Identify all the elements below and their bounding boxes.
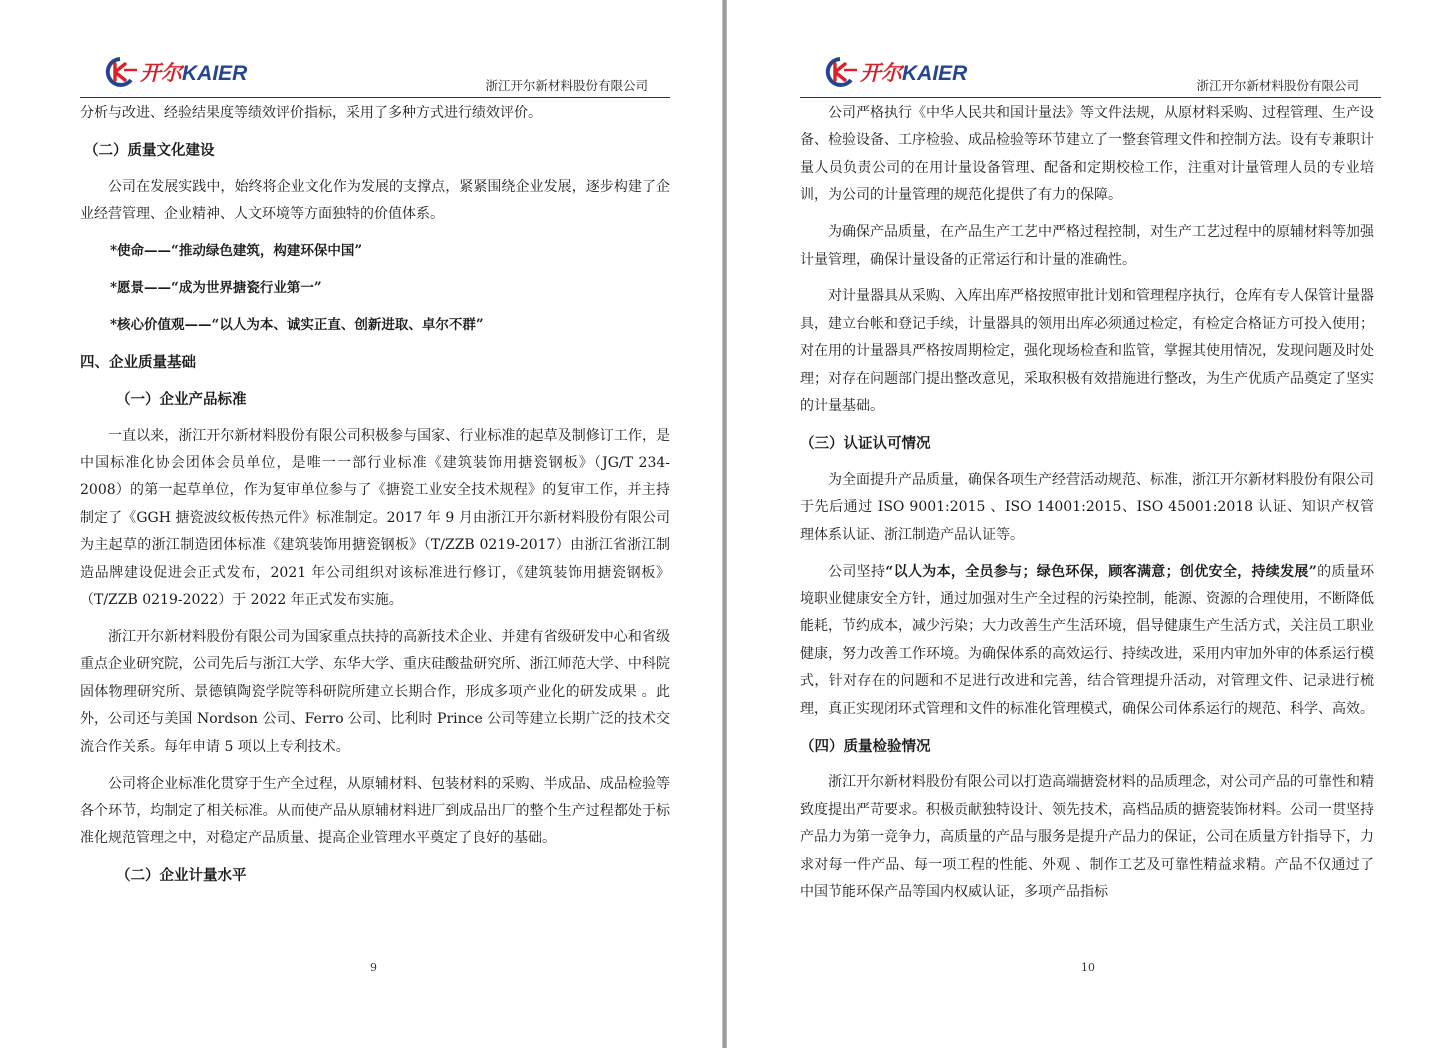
paragraph: 对计量器具从采购、入库出库严格按照审批计划和管理程序执行，仓库有专人保管计量器具，建立台帐和登记手续，计量器具的领用出库必须通过检定，有检定合格证方可投入使用；对在用的计量器具严格按周期检定，强化现场检查和监管，掌握其使用情况，发现问题及时处理；对存在问题部门提出整改意见，采取积极有效措施进行整改，为生产优质产品奠定了坚实的计量基础。: [800, 288, 1374, 415]
text-run: 的质量环境职业健康安全方针，通过加强对生产全过程的污染控制，能源、资源的合理使用，不断降低能耗，节约成本，减少污染；大力改善生产生活环境，倡导健康生产生活方式，关注员工职业健康，努力改善工作环境。为确保体系的高效运行、持续改进，采用内审加外审的体系运行模式，针对存在的问题和不足进行改进和完善，结合管理提升活动，对管理文件、记录进行梳理，真正实现闭环式管理和文件的标准化管理模式，确保公司体系运行的规范、科学、高效。: [800, 563, 1375, 717]
page-10: [727, 0, 1440, 1048]
page-body: [800, 100, 1374, 906]
page-header: [80, 54, 670, 98]
page-body: [80, 100, 670, 890]
section-heading: （三）认证认可情况: [800, 434, 931, 452]
kaier-emblem-icon: [822, 56, 858, 88]
page-number: 10: [1081, 961, 1095, 974]
kaier-logo: [102, 54, 247, 90]
chapter-heading: 四、企业质量基础: [80, 353, 196, 371]
company-name: 浙江开尔新材料股份有限公司: [485, 78, 648, 93]
paragraph: [800, 559, 1374, 723]
quality-policy-slogan: “以人为本，全员参与；绿色环保，顾客满意；创优安全，持续发展”: [885, 563, 1317, 580]
paragraph: 一直以来，浙江开尔新材料股份有限公司积极参与国家、行业标准的起草及制修订工作，是中国标准化协会团体会员单位，是唯一一部行业标准《建筑装饰用搪瓷钢板》（JG/T 234-2008）的第一起草单位，作为复审单位参与了《搪瓷工业安全技术规程》的复审工作，并主持制定了《GGH 搪瓷波纹板传热元件》标准制定。2017 年 9 月由浙江开尔新材料股份有限公司为主起草的浙江制造团体标准《建筑装饰用搪瓷钢板》（T/ZZB 0219-2017）由浙江省浙江制造品牌建设促进会正式发布，2021 年公司组织对该标准进行修订，《建筑装饰用搪瓷钢板》（T/ZZB 0219-2022）于 2022 年正式发布实施。: [80, 427, 670, 609]
mission-statement: *使命——“推动绿色建筑，构建环保中国”: [110, 243, 363, 260]
kaier-emblem-icon: [102, 56, 138, 88]
text-run: 公司坚持: [828, 563, 886, 580]
paragraph: 公司严格执行《中华人民共和国计量法》等文件法规，从原材料采购、过程管理、生产设备、检验设备、工序检验、成品检验等环节建立了一整套管理文件和控制方法。设有专兼职计量人员负责公司的在用计量设备管理、配备和定期校检工作，注重对计量管理人员的专业培训，为公司的计量管理的规范化提供了有力的保障。: [800, 105, 1374, 204]
logo-text: 开尔KAIER: [860, 62, 968, 85]
paragraph: 公司在发展实践中，始终将企业文化作为发展的支撑点，紧紧围绕企业发展，逐步构建了企业经营管理、企业精神、人文环境等方面独特的价值体系。: [80, 178, 670, 223]
paragraph: 公司将企业标准化贯穿于生产全过程，从原辅材料、包装材料的采购、半成品、成品检验等各个环节，均制定了相关标准。从而使产品从原辅材料进厂到成品出厂的整个生产过程都处于标准化规范管理之中，对稳定产品质量、提高企业管理水平奠定了良好的基础。: [80, 775, 670, 847]
logo-text: 开尔KAIER: [140, 62, 248, 85]
section-heading: （二）质量文化建设: [84, 141, 215, 159]
section-heading: （一）企业产品标准: [116, 390, 247, 408]
paragraph: 分析与改进、经验结果度等绩效评价指标，采用了多种方式进行绩效评价。: [80, 105, 542, 121]
paragraph: 浙江开尔新材料股份有限公司为国家重点扶持的高新技术企业、并建有省级研发中心和省级重点企业研究院，公司先后与浙江大学、东华大学、重庆硅酸盐研究所、浙江师范大学、中科院固体物理研究所、景德镇陶瓷学院等科研院所建立长期合作，形成多项产业化的研发成果 。此外，公司还与美国 Nordson 公司、Ferro 公司、比利时 Prince 公司等建立长期广泛的技术交流合作关系。每年申请 5 项以上专利技术。: [80, 629, 670, 755]
paragraph: 浙江开尔新材料股份有限公司以打造高端搪瓷材料的品质理念，对公司产品的可靠性和精致度提出严苛要求。积极贡献独特设计、领先技术，高档品质的搪瓷装饰材料。公司一贯坚持产品力为第一竞争力，高质量的产品与服务是提升产品力的保证，公司在质量方针指导下，力求对每一件产品、每一项工程的性能、外观 、制作工艺及可靠性精益求精。产品不仅通过了中国节能环保产品等国内权威认证，多项产品指标: [800, 774, 1374, 901]
kaier-logo: [822, 54, 967, 90]
core-values-statement: *核心价值观——“以人为本、诚实正直、创新进取、卓尔不群”: [110, 316, 484, 333]
section-heading: （二）企业计量水平: [116, 867, 247, 885]
page-number: 9: [370, 961, 377, 974]
page-header: [800, 54, 1381, 98]
paragraph: 为确保产品质量，在产品生产工艺中严格过程控制，对生产工艺过程中的原辅材料等加强计量管理，确保计量设备的正常运行和计量的准确性。: [800, 224, 1374, 268]
company-name: 浙江开尔新材料股份有限公司: [1196, 78, 1359, 93]
paragraph: 为全面提升产品质量，确保各项生产经营活动规范、标准，浙江开尔新材料股份有限公司于先后通过 ISO 9001:2015 、ISO 14001:2015、ISO 45001:2018 认证、知识产权管理体系认证、浙江制造产品认证等。: [800, 471, 1374, 543]
section-heading: （四）质量检验情况: [800, 737, 931, 755]
vision-statement: *愿景——“成为世界搪瓷行业第一”: [110, 280, 322, 297]
